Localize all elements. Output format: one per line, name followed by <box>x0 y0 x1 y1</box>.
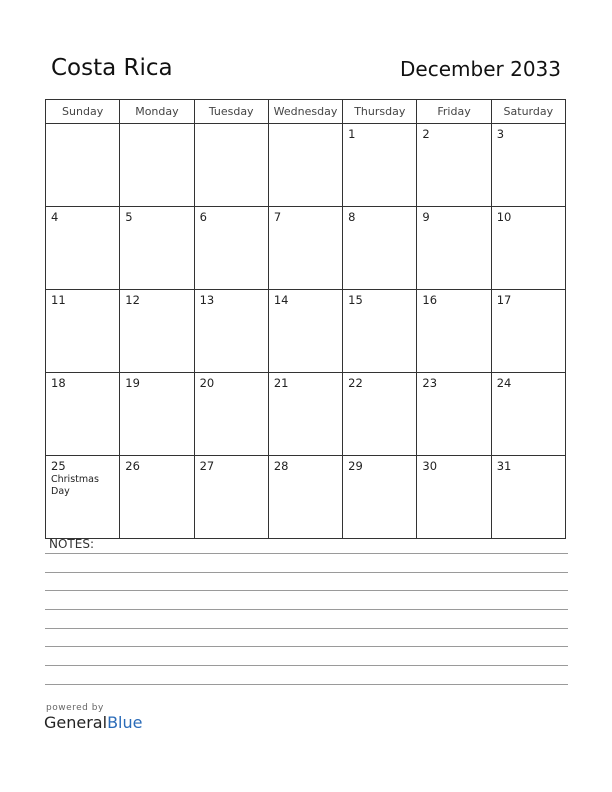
day-number: 31 <box>496 459 512 473</box>
day-number: 17 <box>496 293 512 307</box>
day-cell <box>491 124 565 207</box>
day-number: 16 <box>422 293 438 307</box>
day-cell <box>120 124 194 207</box>
country-title: Costa Rica <box>51 55 173 81</box>
day-number: 7 <box>273 210 282 224</box>
note-line <box>45 572 568 573</box>
day-cell <box>491 207 565 290</box>
day-number: 8 <box>348 210 356 224</box>
note-line <box>45 665 568 666</box>
notes-label: NOTES: <box>49 537 94 551</box>
day-cell <box>46 373 120 456</box>
week-row <box>46 373 566 456</box>
day-cell <box>417 456 491 539</box>
day-number: 30 <box>422 459 438 473</box>
weekday-tuesday: Tuesday <box>194 100 268 124</box>
day-number: 11 <box>51 293 66 307</box>
day-cell <box>194 124 268 207</box>
day-number: 3 <box>496 127 505 141</box>
day-cell <box>417 290 491 373</box>
weekday-monday: Monday <box>120 100 194 124</box>
note-line <box>45 646 568 647</box>
calendar-grid <box>45 99 566 539</box>
logo-general-text: General <box>44 713 108 732</box>
day-cell <box>120 373 194 456</box>
day-cell <box>120 456 194 539</box>
day-cell <box>268 456 342 539</box>
day-cell <box>46 124 120 207</box>
day-number: 1 <box>348 127 356 141</box>
day-number: 10 <box>496 210 512 224</box>
day-cell <box>46 456 120 539</box>
day-cell <box>417 207 491 290</box>
day-number: 18 <box>51 376 66 390</box>
month-year-title: December 2033 <box>400 57 561 81</box>
day-number: 9 <box>422 210 430 224</box>
day-cell <box>194 373 268 456</box>
holiday-label: Christmas Day <box>51 474 99 497</box>
week-row <box>46 207 566 290</box>
day-number: 13 <box>199 293 215 307</box>
day-number: 22 <box>348 376 363 390</box>
day-cell <box>491 290 565 373</box>
day-number: 4 <box>51 210 59 224</box>
day-number: 21 <box>273 376 289 390</box>
weekday-wednesday: Wednesday <box>268 100 342 124</box>
weekday-friday: Friday <box>417 100 491 124</box>
day-cell <box>417 124 491 207</box>
day-cell <box>491 373 565 456</box>
day-cell <box>46 290 120 373</box>
weekday-saturday: Saturday <box>491 100 565 124</box>
brand-footer <box>44 703 142 732</box>
day-cell <box>343 373 417 456</box>
day-cell <box>343 456 417 539</box>
day-number: 23 <box>422 376 438 390</box>
day-cell <box>343 124 417 207</box>
day-cell <box>120 290 194 373</box>
weekday-sunday: Sunday <box>46 100 120 124</box>
day-cell <box>343 290 417 373</box>
week-row <box>46 290 566 373</box>
day-cell <box>343 207 417 290</box>
day-cell <box>194 456 268 539</box>
day-number: 6 <box>199 210 207 224</box>
day-number: 20 <box>199 376 215 390</box>
day-cell <box>491 456 565 539</box>
day-cell <box>194 207 268 290</box>
day-number: 15 <box>348 293 363 307</box>
week-row <box>46 124 566 207</box>
note-line <box>45 590 568 591</box>
weekday-header-row <box>46 100 566 124</box>
note-line <box>45 609 568 610</box>
day-number: 19 <box>125 376 140 390</box>
generalblue-logo <box>44 714 142 732</box>
calendar-weeks <box>46 124 566 539</box>
day-cell <box>268 290 342 373</box>
day-number: 24 <box>496 376 512 390</box>
note-line <box>45 553 568 554</box>
day-number: 14 <box>273 293 289 307</box>
day-number: 25 <box>51 459 66 473</box>
day-number: 28 <box>273 459 289 473</box>
day-cell <box>194 290 268 373</box>
day-cell <box>46 207 120 290</box>
day-number: 27 <box>199 459 215 473</box>
logo-blue-text: Blue <box>107 713 143 732</box>
day-number: 12 <box>125 293 140 307</box>
day-cell <box>268 373 342 456</box>
day-cell <box>417 373 491 456</box>
note-line <box>45 628 568 629</box>
day-cell <box>120 207 194 290</box>
day-number: 29 <box>348 459 363 473</box>
week-row <box>46 456 566 539</box>
note-line <box>45 684 568 685</box>
powered-by-text: powered by <box>46 703 104 713</box>
day-cell <box>268 124 342 207</box>
day-number: 5 <box>125 210 133 224</box>
day-number: 26 <box>125 459 140 473</box>
weekday-thursday: Thursday <box>343 100 417 124</box>
day-number: 2 <box>422 127 430 141</box>
day-cell <box>268 207 342 290</box>
